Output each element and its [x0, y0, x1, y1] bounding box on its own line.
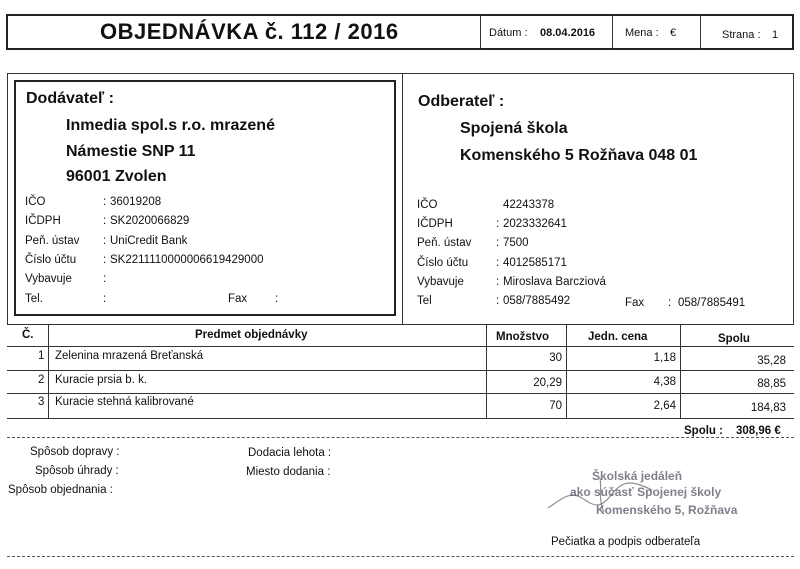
- row-item: Zelenina mrazená Breťanská: [55, 350, 204, 362]
- sum-value: 308,96 €: [736, 425, 781, 437]
- row-unit-price: 2,64: [653, 400, 676, 412]
- customer-tel-label: Tel: [417, 295, 432, 307]
- date-value: 08.04.2016: [540, 27, 596, 39]
- signature: [540, 470, 660, 520]
- supplier-name: Inmedia spol.s r.o. mrazené: [66, 117, 275, 134]
- row-unit-price: 1,18: [653, 352, 676, 364]
- customer-bank-sep: :: [496, 237, 500, 249]
- row-qty: 70: [549, 400, 562, 412]
- row-total: 35,28: [757, 355, 786, 367]
- customer-tel-sep: :: [496, 295, 500, 307]
- parties-divider: [402, 74, 403, 324]
- page-label: Strana :: [722, 29, 761, 41]
- sum-label: Spolu :: [684, 425, 723, 437]
- supplier-bank-value: UniCredit Bank: [110, 235, 188, 247]
- row-item: Kuracie prsia b. k.: [55, 374, 148, 386]
- customer-handler-value: Miroslava Barcziová: [503, 276, 606, 288]
- supplier-ico-sep: :: [103, 196, 107, 208]
- col-divider: [486, 324, 487, 419]
- customer-account-value: 4012585171: [503, 257, 567, 269]
- col-header-item: Predmet objednávky: [195, 329, 308, 341]
- supplier-account-sep: :: [103, 254, 107, 266]
- col-divider: [48, 324, 49, 419]
- customer-handler-label: Vybavuje: [417, 276, 464, 288]
- row-total: 88,85: [757, 378, 786, 390]
- order-method-label: Spôsob objednania :: [8, 484, 113, 496]
- supplier-account-label: Číslo účtu: [25, 254, 77, 266]
- row-line: [7, 393, 794, 394]
- col-header-qty: Množstvo: [496, 331, 550, 343]
- customer-bank-value: 7500: [503, 237, 529, 249]
- sum-separator: [7, 437, 794, 438]
- stamp-line-1: Školská jedáleň: [592, 469, 683, 483]
- customer-handler-sep: :: [496, 276, 500, 288]
- col-header-no: Č.: [22, 329, 34, 341]
- customer-account-sep: :: [496, 257, 500, 269]
- supplier-handler-sep: :: [103, 273, 107, 285]
- row-qty: 20,29: [533, 377, 562, 389]
- currency-value: €: [670, 27, 677, 39]
- supplier-handler-label: Vybavuje: [25, 273, 72, 285]
- divider: [480, 15, 481, 49]
- supplier-fax-sep: :: [275, 293, 279, 305]
- row-unit-price: 4,38: [653, 376, 676, 388]
- customer-icdph-sep: :: [496, 218, 500, 230]
- supplier-street: Námestie SNP 11: [66, 143, 196, 160]
- col-header-total: Spolu: [718, 333, 750, 345]
- customer-heading: Odberateľ :: [418, 93, 505, 110]
- signature-label: Pečiatka a podpis odberateľa: [551, 536, 701, 548]
- customer-fax-label: Fax: [625, 297, 645, 309]
- supplier-city: 96001 Zvolen: [66, 168, 167, 185]
- currency-label: Mena :: [625, 27, 659, 39]
- customer-fax-sep: :: [668, 297, 672, 309]
- transport-label: Spôsob dopravy :: [30, 446, 120, 458]
- payment-label: Spôsob úhrady :: [35, 465, 119, 477]
- stamp-line-2: ako súčasť Spojenej školy: [570, 485, 722, 499]
- row-qty: 30: [549, 352, 562, 364]
- supplier-icdph-sep: :: [103, 215, 107, 227]
- row-number: 2: [38, 374, 45, 386]
- customer-fax-value: 058/7885491: [678, 297, 746, 309]
- customer-address: Komenského 5 Rožňava 048 01: [460, 147, 698, 164]
- customer-icdph-label: IČDPH: [417, 218, 453, 230]
- customer-bank-label: Peň. ústav: [417, 237, 472, 249]
- supplier-icdph-label: IČDPH: [25, 215, 61, 227]
- supplier-tel-sep: :: [103, 293, 107, 305]
- customer-icdph-value: 2023332641: [503, 218, 567, 230]
- table-top-line: [7, 324, 794, 325]
- supplier-icdph-value: SK2020066829: [110, 215, 190, 227]
- row-number: 1: [38, 350, 45, 362]
- supplier-ico-label: IČO: [25, 196, 46, 208]
- supplier-ico-value: 36019208: [110, 196, 162, 208]
- stamp-line-3: Komenského 5, Rožňava: [596, 503, 738, 517]
- row-number: 3: [38, 396, 45, 408]
- supplier-tel-label: Tel.: [25, 293, 43, 305]
- divider: [612, 15, 613, 49]
- customer-ico-value: 42243378: [503, 199, 555, 211]
- bottom-line: [7, 556, 794, 557]
- supplier-account-value: SK2211110000006619429000: [110, 254, 264, 266]
- col-divider: [680, 324, 681, 419]
- delivery-place-label: Miesto dodania :: [246, 466, 331, 478]
- page-value: 1: [772, 29, 779, 41]
- supplier-bank-label: Peň. ústav: [25, 235, 80, 247]
- supplier-heading: Dodávateľ :: [26, 90, 114, 107]
- date-label: Dátum :: [489, 27, 528, 39]
- customer-tel-value: 058/7885492: [503, 295, 571, 307]
- customer-account-label: Číslo účtu: [417, 257, 469, 269]
- row-total: 184,83: [750, 402, 786, 414]
- divider: [700, 15, 701, 49]
- supplier-bank-sep: :: [103, 235, 107, 247]
- table-header-line: [7, 346, 794, 347]
- col-header-unit-price: Jedn. cena: [588, 331, 648, 343]
- supplier-fax-label: Fax: [228, 293, 248, 305]
- row-item: Kuracie stehná kalibrované: [55, 396, 194, 408]
- row-line: [7, 418, 794, 419]
- customer-name: Spojená škola: [460, 120, 568, 137]
- row-line: [7, 370, 794, 371]
- page-title: OBJEDNÁVKA č. 112 / 2016: [100, 19, 399, 44]
- delivery-term-label: Dodacia lehota :: [248, 447, 332, 459]
- customer-ico-label: IČO: [417, 199, 438, 211]
- col-divider: [566, 324, 567, 419]
